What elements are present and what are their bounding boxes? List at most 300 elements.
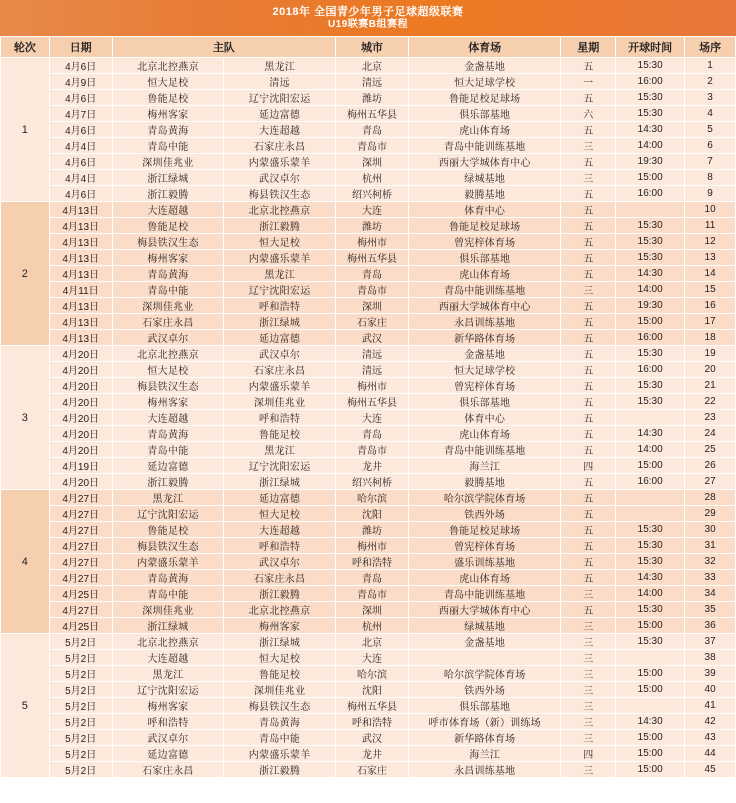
cell-date: 4月4日 [49, 138, 112, 154]
cell-order: 27 [685, 474, 736, 490]
cell-away-team: 恒大足校 [224, 650, 336, 666]
cell-city: 哈尔滨 [335, 490, 408, 506]
cell-city: 梅州五华县 [335, 394, 408, 410]
cell-city: 石家庄 [335, 762, 408, 778]
cell-week: 五 [561, 554, 616, 570]
cell-order: 8 [685, 170, 736, 186]
cell-date: 5月2日 [49, 698, 112, 714]
cell-week: 五 [561, 58, 616, 74]
cell-date: 4月20日 [49, 394, 112, 410]
cell-time: 15:30 [616, 90, 685, 106]
cell-date: 4月6日 [49, 58, 112, 74]
column-header-city: 城市 [335, 37, 408, 58]
cell-away-team: 辽宁沈阳宏运 [224, 458, 336, 474]
table-row [1, 154, 736, 170]
cell-stadium: 铁西外场 [409, 506, 561, 522]
column-header-round: 轮次 [1, 37, 50, 58]
cell-date: 4月13日 [49, 298, 112, 314]
cell-stadium: 鲁能足校足球场 [409, 90, 561, 106]
cell-order: 16 [685, 298, 736, 314]
cell-date: 4月20日 [49, 474, 112, 490]
cell-away-team: 浙江绿城 [224, 634, 336, 650]
cell-time: 16:00 [616, 74, 685, 90]
cell-week: 五 [561, 474, 616, 490]
cell-date: 4月13日 [49, 202, 112, 218]
cell-away-team: 呼和浩特 [224, 298, 336, 314]
cell-time: 15:00 [616, 762, 685, 778]
cell-date: 4月13日 [49, 218, 112, 234]
cell-time: 15:30 [616, 58, 685, 74]
cell-order: 20 [685, 362, 736, 378]
cell-city: 龙井 [335, 458, 408, 474]
cell-time: 14:00 [616, 442, 685, 458]
cell-city: 杭州 [335, 170, 408, 186]
cell-home-team: 黑龙江 [112, 666, 224, 682]
cell-city: 绍兴柯桥 [335, 474, 408, 490]
cell-order: 26 [685, 458, 736, 474]
cell-city: 清远 [335, 362, 408, 378]
cell-date: 4月20日 [49, 378, 112, 394]
cell-time: 16:00 [616, 186, 685, 202]
cell-home-team: 浙江绿城 [112, 170, 224, 186]
cell-away-team: 大连超越 [224, 122, 336, 138]
cell-order: 2 [685, 74, 736, 90]
cell-time [616, 490, 685, 506]
cell-week: 四 [561, 458, 616, 474]
cell-away-team: 武汉卓尔 [224, 170, 336, 186]
table-row [1, 570, 736, 586]
cell-date: 4月13日 [49, 234, 112, 250]
cell-date: 4月9日 [49, 74, 112, 90]
table-row [1, 122, 736, 138]
cell-time: 14:30 [616, 570, 685, 586]
cell-city: 大连 [335, 410, 408, 426]
cell-week: 三 [561, 666, 616, 682]
cell-home-team: 青岛中能 [112, 138, 224, 154]
cell-time [616, 506, 685, 522]
cell-home-team: 鲁能足校 [112, 218, 224, 234]
cell-stadium: 海兰江 [409, 458, 561, 474]
cell-stadium: 青岛中能训练基地 [409, 442, 561, 458]
cell-week: 三 [561, 730, 616, 746]
cell-stadium: 西丽大学城体育中心 [409, 154, 561, 170]
cell-home-team: 大连超越 [112, 202, 224, 218]
cell-away-team: 清远 [224, 74, 336, 90]
table-row [1, 138, 736, 154]
cell-time: 15:30 [616, 250, 685, 266]
cell-city: 青岛 [335, 570, 408, 586]
cell-week: 五 [561, 426, 616, 442]
cell-stadium: 虎山体育场 [409, 426, 561, 442]
column-header-teams: 主队 [112, 37, 335, 58]
cell-order: 33 [685, 570, 736, 586]
cell-time: 15:00 [616, 314, 685, 330]
cell-time: 15:30 [616, 106, 685, 122]
cell-order: 29 [685, 506, 736, 522]
cell-stadium: 恒大足球学校 [409, 74, 561, 90]
cell-stadium: 毅腾基地 [409, 186, 561, 202]
cell-stadium: 曾宪梓体育场 [409, 234, 561, 250]
cell-week: 五 [561, 394, 616, 410]
cell-away-team: 青岛中能 [224, 730, 336, 746]
cell-city: 杭州 [335, 618, 408, 634]
cell-date: 5月2日 [49, 666, 112, 682]
cell-home-team: 延边富德 [112, 458, 224, 474]
column-header-date: 日期 [49, 37, 112, 58]
cell-city: 梅州五华县 [335, 698, 408, 714]
cell-time: 14:00 [616, 586, 685, 602]
cell-home-team: 青岛中能 [112, 586, 224, 602]
cell-order: 11 [685, 218, 736, 234]
cell-date: 4月27日 [49, 602, 112, 618]
cell-home-team: 恒大足校 [112, 362, 224, 378]
cell-date: 4月11日 [49, 282, 112, 298]
cell-order: 38 [685, 650, 736, 666]
cell-week: 五 [561, 314, 616, 330]
cell-stadium: 永昌训练基地 [409, 762, 561, 778]
table-row [1, 522, 736, 538]
table-row [1, 282, 736, 298]
cell-week: 五 [561, 570, 616, 586]
cell-stadium: 新华路体育场 [409, 730, 561, 746]
table-row [1, 506, 736, 522]
cell-week: 五 [561, 298, 616, 314]
title-banner [0, 0, 736, 36]
cell-away-team: 延边富德 [224, 106, 336, 122]
cell-city: 青岛 [335, 426, 408, 442]
table-row [1, 442, 736, 458]
cell-away-team: 黑龙江 [224, 266, 336, 282]
table-row [1, 602, 736, 618]
cell-home-team: 武汉卓尔 [112, 730, 224, 746]
cell-order: 45 [685, 762, 736, 778]
cell-stadium: 鲁能足校足球场 [409, 218, 561, 234]
cell-away-team: 武汉卓尔 [224, 554, 336, 570]
cell-week: 五 [561, 522, 616, 538]
cell-week: 五 [561, 250, 616, 266]
cell-away-team: 北京北控燕京 [224, 202, 336, 218]
cell-away-team: 内蒙盛乐蒙羊 [224, 378, 336, 394]
cell-week: 三 [561, 138, 616, 154]
table-row [1, 186, 736, 202]
cell-stadium: 盛乐训练基地 [409, 554, 561, 570]
cell-stadium: 青岛中能训练基地 [409, 138, 561, 154]
cell-home-team: 梅县铁汉生态 [112, 378, 224, 394]
cell-week: 五 [561, 90, 616, 106]
cell-date: 4月4日 [49, 170, 112, 186]
table-row [1, 554, 736, 570]
cell-city: 青岛市 [335, 282, 408, 298]
cell-away-team: 青岛黄海 [224, 714, 336, 730]
table-row [1, 250, 736, 266]
cell-stadium: 青岛中能训练基地 [409, 282, 561, 298]
cell-order: 15 [685, 282, 736, 298]
cell-order: 43 [685, 730, 736, 746]
table-row [1, 202, 736, 218]
cell-away-team: 梅州客家 [224, 618, 336, 634]
cell-stadium: 海兰江 [409, 746, 561, 762]
cell-date: 4月13日 [49, 250, 112, 266]
cell-city: 深圳 [335, 602, 408, 618]
cell-week: 三 [561, 650, 616, 666]
cell-away-team: 浙江绿城 [224, 314, 336, 330]
cell-away-team: 武汉卓尔 [224, 346, 336, 362]
cell-time: 14:30 [616, 426, 685, 442]
table-row [1, 762, 736, 778]
cell-date: 5月2日 [49, 714, 112, 730]
cell-week: 五 [561, 186, 616, 202]
table-row [1, 234, 736, 250]
cell-order: 7 [685, 154, 736, 170]
cell-date: 4月25日 [49, 618, 112, 634]
cell-home-team: 梅州客家 [112, 106, 224, 122]
cell-date: 4月6日 [49, 186, 112, 202]
table-row [1, 170, 736, 186]
cell-date: 5月2日 [49, 762, 112, 778]
cell-week: 三 [561, 170, 616, 186]
cell-stadium: 曾宪梓体育场 [409, 378, 561, 394]
cell-home-team: 青岛中能 [112, 282, 224, 298]
cell-order: 9 [685, 186, 736, 202]
cell-home-team: 青岛黄海 [112, 122, 224, 138]
cell-time: 15:30 [616, 378, 685, 394]
cell-stadium: 呼市体育场（新）训练场 [409, 714, 561, 730]
cell-city: 青岛市 [335, 138, 408, 154]
cell-away-team: 内蒙盛乐蒙羊 [224, 746, 336, 762]
cell-time: 15:30 [616, 522, 685, 538]
cell-home-team: 大连超越 [112, 410, 224, 426]
table-row [1, 298, 736, 314]
cell-city: 梅州市 [335, 378, 408, 394]
cell-home-team: 梅州客家 [112, 394, 224, 410]
cell-stadium: 金盏基地 [409, 58, 561, 74]
cell-city: 潍坊 [335, 90, 408, 106]
cell-date: 4月6日 [49, 90, 112, 106]
cell-home-team: 浙江毅腾 [112, 186, 224, 202]
cell-time: 14:30 [616, 714, 685, 730]
table-row [1, 74, 736, 90]
cell-city: 石家庄 [335, 314, 408, 330]
cell-away-team: 梅县铁汉生态 [224, 186, 336, 202]
cell-time: 15:30 [616, 554, 685, 570]
table-row [1, 314, 736, 330]
cell-away-team: 恒大足校 [224, 234, 336, 250]
cell-order: 44 [685, 746, 736, 762]
cell-order: 30 [685, 522, 736, 538]
cell-stadium: 绿城基地 [409, 618, 561, 634]
cell-date: 4月27日 [49, 554, 112, 570]
cell-city: 武汉 [335, 730, 408, 746]
table-row [1, 458, 736, 474]
cell-home-team: 青岛黄海 [112, 266, 224, 282]
cell-date: 4月27日 [49, 506, 112, 522]
table-body [1, 58, 736, 778]
cell-stadium: 绿城基地 [409, 170, 561, 186]
cell-home-team: 梅县铁汉生态 [112, 538, 224, 554]
table-row [1, 106, 736, 122]
cell-time: 15:00 [616, 746, 685, 762]
cell-away-team: 内蒙盛乐蒙羊 [224, 250, 336, 266]
cell-home-team: 石家庄永昌 [112, 762, 224, 778]
cell-away-team: 石家庄永昌 [224, 570, 336, 586]
cell-order: 31 [685, 538, 736, 554]
cell-city: 青岛市 [335, 586, 408, 602]
cell-away-team: 内蒙盛乐蒙羊 [224, 154, 336, 170]
cell-home-team: 北京北控燕京 [112, 58, 224, 74]
cell-stadium: 俱乐部基地 [409, 394, 561, 410]
cell-away-team: 辽宁沈阳宏运 [224, 90, 336, 106]
cell-city: 梅州市 [335, 538, 408, 554]
cell-week: 五 [561, 346, 616, 362]
cell-order: 42 [685, 714, 736, 730]
cell-order: 40 [685, 682, 736, 698]
cell-date: 5月2日 [49, 634, 112, 650]
table-row [1, 346, 736, 362]
cell-week: 五 [561, 234, 616, 250]
cell-time: 14:00 [616, 282, 685, 298]
cell-date: 5月2日 [49, 730, 112, 746]
cell-week: 五 [561, 154, 616, 170]
cell-time: 15:00 [616, 458, 685, 474]
cell-stadium: 毅腾基地 [409, 474, 561, 490]
cell-time: 15:30 [616, 538, 685, 554]
cell-away-team: 黑龙江 [224, 442, 336, 458]
cell-stadium: 体育中心 [409, 202, 561, 218]
cell-away-team: 浙江毅腾 [224, 218, 336, 234]
cell-away-team: 鲁能足校 [224, 666, 336, 682]
cell-city: 沈阳 [335, 506, 408, 522]
cell-home-team: 呼和浩特 [112, 714, 224, 730]
cell-home-team: 青岛黄海 [112, 570, 224, 586]
cell-away-team: 黑龙江 [224, 58, 336, 74]
cell-stadium: 哈尔滨学院体育场 [409, 666, 561, 682]
cell-home-team: 黑龙江 [112, 490, 224, 506]
cell-week: 五 [561, 602, 616, 618]
cell-date: 4月25日 [49, 586, 112, 602]
cell-week: 五 [561, 218, 616, 234]
cell-week: 五 [561, 362, 616, 378]
table-row [1, 730, 736, 746]
cell-city: 北京 [335, 634, 408, 650]
cell-order: 37 [685, 634, 736, 650]
cell-order: 23 [685, 410, 736, 426]
cell-away-team: 鲁能足校 [224, 426, 336, 442]
cell-home-team: 恒大足校 [112, 74, 224, 90]
column-header-time: 开球时间 [616, 37, 685, 58]
table-row [1, 682, 736, 698]
cell-home-team: 辽宁沈阳宏运 [112, 682, 224, 698]
column-header-stadium: 体育场 [409, 37, 561, 58]
cell-city: 梅州五华县 [335, 250, 408, 266]
cell-city: 深圳 [335, 154, 408, 170]
cell-home-team: 北京北控燕京 [112, 634, 224, 650]
cell-week: 五 [561, 506, 616, 522]
cell-home-team: 武汉卓尔 [112, 330, 224, 346]
cell-stadium: 虎山体育场 [409, 570, 561, 586]
cell-away-team: 北京北控燕京 [224, 602, 336, 618]
cell-date: 4月27日 [49, 522, 112, 538]
cell-order: 39 [685, 666, 736, 682]
cell-away-team: 深圳佳兆业 [224, 394, 336, 410]
cell-time: 15:30 [616, 234, 685, 250]
cell-order: 21 [685, 378, 736, 394]
table-row [1, 410, 736, 426]
cell-stadium: 铁西外场 [409, 682, 561, 698]
cell-order: 14 [685, 266, 736, 282]
cell-date: 4月20日 [49, 426, 112, 442]
cell-stadium: 俱乐部基地 [409, 698, 561, 714]
cell-city: 青岛 [335, 122, 408, 138]
cell-home-team: 深圳佳兆业 [112, 298, 224, 314]
cell-time: 15:00 [616, 170, 685, 186]
cell-away-team: 呼和浩特 [224, 410, 336, 426]
cell-city: 大连 [335, 650, 408, 666]
cell-time: 15:30 [616, 346, 685, 362]
cell-order: 6 [685, 138, 736, 154]
cell-time [616, 202, 685, 218]
cell-date: 4月27日 [49, 570, 112, 586]
cell-week: 五 [561, 266, 616, 282]
cell-away-team: 浙江毅腾 [224, 762, 336, 778]
cell-date: 4月19日 [49, 458, 112, 474]
round-label: 1 [1, 58, 50, 202]
cell-week: 五 [561, 538, 616, 554]
cell-date: 4月13日 [49, 330, 112, 346]
cell-week: 三 [561, 282, 616, 298]
cell-stadium: 虎山体育场 [409, 122, 561, 138]
table-row [1, 618, 736, 634]
cell-home-team: 大连超越 [112, 650, 224, 666]
cell-order: 1 [685, 58, 736, 74]
table-row [1, 746, 736, 762]
cell-stadium: 鲁能足校足球场 [409, 522, 561, 538]
cell-home-team: 浙江毅腾 [112, 474, 224, 490]
cell-order: 35 [685, 602, 736, 618]
cell-stadium: 体育中心 [409, 410, 561, 426]
cell-home-team: 石家庄永昌 [112, 314, 224, 330]
cell-week: 五 [561, 442, 616, 458]
cell-city: 清远 [335, 346, 408, 362]
cell-city: 龙井 [335, 746, 408, 762]
cell-order: 19 [685, 346, 736, 362]
cell-stadium [409, 650, 561, 666]
cell-time: 15:30 [616, 602, 685, 618]
cell-city: 呼和浩特 [335, 554, 408, 570]
cell-week: 三 [561, 762, 616, 778]
cell-date: 4月13日 [49, 314, 112, 330]
cell-time: 15:00 [616, 730, 685, 746]
cell-stadium: 金盏基地 [409, 634, 561, 650]
cell-home-team: 梅县铁汉生态 [112, 234, 224, 250]
cell-away-team: 恒大足校 [224, 506, 336, 522]
cell-home-team: 深圳佳兆业 [112, 602, 224, 618]
cell-date: 4月20日 [49, 410, 112, 426]
cell-home-team: 青岛黄海 [112, 426, 224, 442]
cell-week: 三 [561, 714, 616, 730]
cell-away-team: 浙江绿城 [224, 474, 336, 490]
cell-home-team: 深圳佳兆业 [112, 154, 224, 170]
cell-city: 梅州市 [335, 234, 408, 250]
cell-date: 4月6日 [49, 154, 112, 170]
cell-stadium: 西丽大学城体育中心 [409, 602, 561, 618]
cell-stadium: 虎山体育场 [409, 266, 561, 282]
table-row [1, 490, 736, 506]
cell-stadium: 哈尔滨学院体育场 [409, 490, 561, 506]
cell-week: 五 [561, 410, 616, 426]
cell-away-team: 石家庄永昌 [224, 138, 336, 154]
cell-week: 五 [561, 490, 616, 506]
table-row [1, 58, 736, 74]
